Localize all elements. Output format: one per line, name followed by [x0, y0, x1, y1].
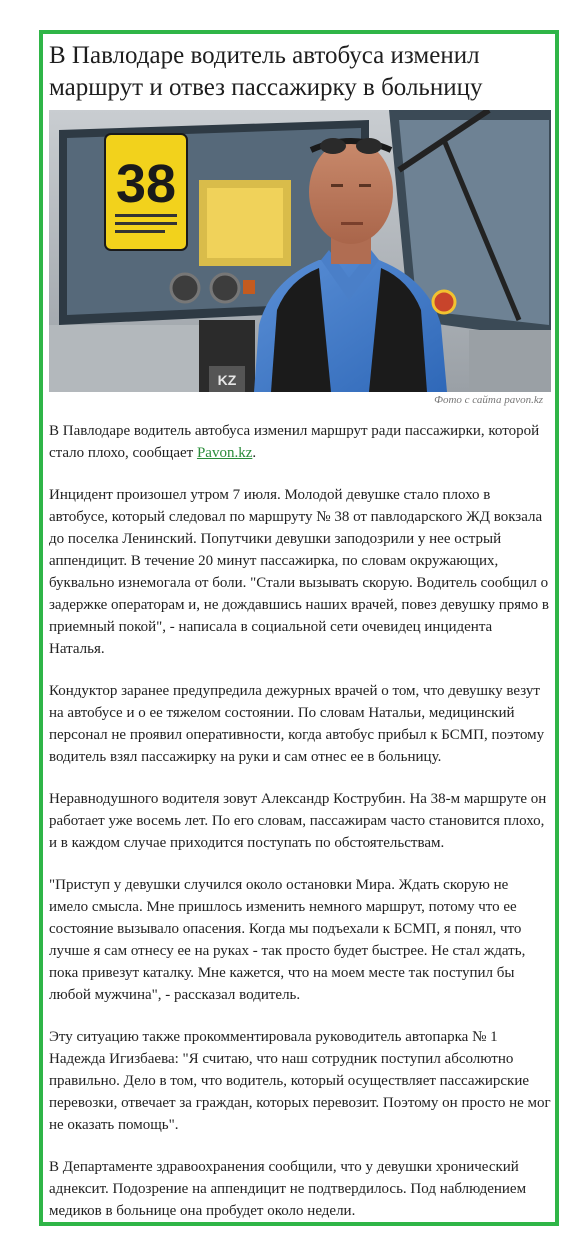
paragraph: Неравнодушного водителя зовут Александр Кострубин. На 38-м маршруте он работает уже восемь лет. По его словам, пассажирам часто становится плохо, и в каждом случае приходится поступать по обстоятельствам.: [49, 791, 547, 851]
article-title: В Павлодаре водитель автобуса изменил маршрут и отвез пассажирку в больницу: [49, 42, 483, 101]
paragraph: Эту ситуацию также прокомментировала руководитель автопарка № 1 Надежда Игизбаева: "Я считаю, что наш сотрудник поступил абсолютно правильно. Дело в том, что водитель, который осуществляет пассажирские перевозки, отвечает за граждан, которых перевозит. Поэтому он просто не мог не оказать помощь".: [49, 1029, 551, 1133]
article-frame: [39, 30, 559, 1226]
article-photo: [49, 110, 551, 392]
route-number: 38: [115, 154, 177, 214]
lead-paragraph: [49, 420, 551, 464]
lead-text-end: .: [252, 445, 257, 461]
bus-plate-text: KZ: [217, 372, 237, 388]
article-body: [49, 420, 551, 1242]
paragraph: "Приступ у девушки случился около остановки Мира. Ждать скорую не имело смысла. Мне пришлось изменить немного маршрут, потому что ее состояние вызывало опасения. Когда мы подъехали к БСМП, я понял, что лучше я сам отнесу ее на руках - так просто будет быстрее. Не стал ждать, пока привезут каталку. Мне кажется, что на моем месте так поступил бы любой мужчина", - рассказал водитель.: [49, 877, 526, 1003]
paragraph: Кондуктор заранее предупредила дежурных врачей о том, что девушку везут на автобусе и о ее тяжелом состоянии. По словам Натальи, медицинский персонал не проявил оперативности, когда автобус прибыл к БСМП, поэтому водитель взял пассажирку на руки и сам отнес ее в больницу.: [49, 683, 545, 765]
route-sign: [105, 134, 187, 250]
lead-text: В Павлодаре водитель автобуса изменил маршрут ради пассажирки, которой стало плохо, сообщает: [49, 423, 540, 461]
source-link[interactable]: Pavon.kz: [196, 445, 253, 461]
paragraph: В Департаменте здравоохранения сообщили, что у девушки хронический аднексит. Подозрение на аппендицит не подтвердилось. Под наблюдением медиков в больнице она пробудет около недели.: [49, 1159, 527, 1219]
photo-caption: Фото с сайта pavon.kz: [434, 394, 543, 406]
paragraph: Инцидент произошел утром 7 июля. Молодой девушке стало плохо в автобусе, который следовал по маршруту № 38 от павлодарского ЖД вокзала до поселка Ленинский. Попутчики девушки заподозрили у нее острый аппендицит. В течение 20 минут пассажирка, по словам окружающих, буквально изнемогала от боли. "Стали вызывать скорую. Водитель сообщил о задержке операторам и, не дождавшись наших врачей, повез девушку прямо в приемный покой", - написала в социальной сети очевидец инцидента Наталья.: [49, 487, 549, 657]
